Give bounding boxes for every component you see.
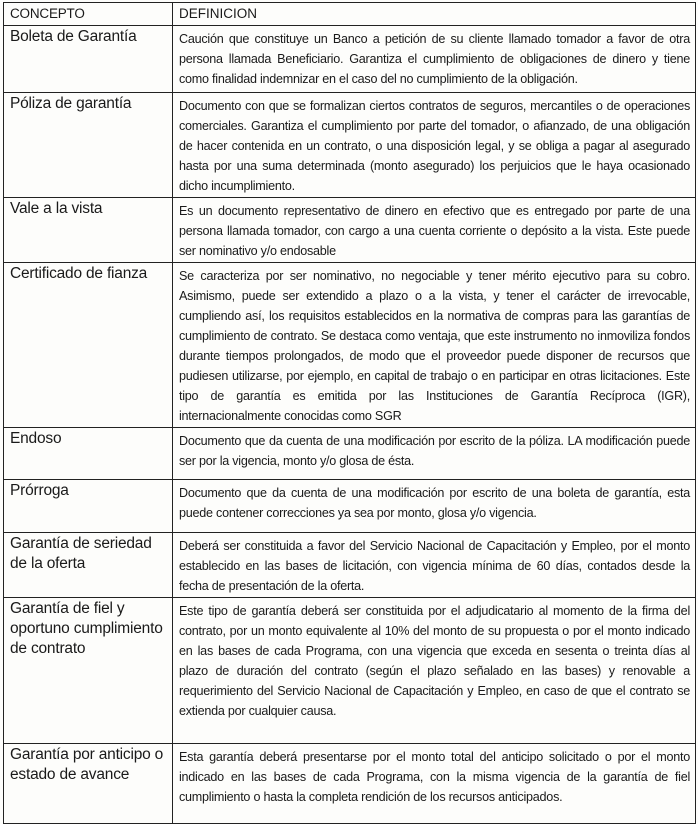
definition-cell: Documento con que se formalizan ciertos contratos de seguros, mercantiles o de operaciones comerciales. Garantiza el cumplimiento por parte del tomador, o afianzado, de una obligación de hacer contenida en un contrato, o una disposición legal, y se obliga a pagar al asegurado hasta por una suma determinada (monto asegurado) los perjuicios que le haya ocasionado dicho incumplimiento.: [173, 93, 696, 198]
concept-cell: Certificado de fianza: [4, 263, 173, 428]
concept-cell: Póliza de garantía: [4, 93, 173, 198]
table-row: [4, 480, 696, 533]
concept-cell: Endoso: [4, 428, 173, 480]
definition-cell: Documento que da cuenta de una modificación por escrito de una boleta de garantía, esta puede contener correcciones ya sea por monto, glosa y/o vigencia.: [173, 480, 696, 533]
concept-cell: Vale a la vista: [4, 198, 173, 263]
definition-cell: Caución que constituye un Banco a petición de su cliente llamado tomador a favor de otra persona llamada Beneficiario. Garantiza el cumplimiento de obligaciones de dinero y tiene como finalidad indemnizar en el caso del no cumplimiento de la obligación.: [173, 26, 696, 93]
concept-cell: Boleta de Garantía: [4, 26, 173, 93]
definition-cell: Esta garantía deberá presentarse por el monto total del anticipo solicitado o por el monto indicado en las bases de cada Programa, con la misma vigencia de la garantía de fiel cumplimiento o hasta la completa rendición de los recursos anticipados.: [173, 744, 696, 824]
table-row: [4, 428, 696, 480]
table-row: [4, 93, 696, 198]
table-row: [4, 744, 696, 824]
table-row: [4, 26, 696, 93]
table-row: [4, 263, 696, 428]
concept-cell: Garantía por anticipo o estado de avance: [4, 744, 173, 824]
definition-cell: Documento que da cuenta de una modificación por escrito de la póliza. LA modificación puede ser por la vigencia, monto y/o glosa de ésta.: [173, 428, 696, 480]
concept-definition-table: [3, 2, 696, 824]
table-row: [4, 198, 696, 263]
definition-cell: Es un documento representativo de dinero en efectivo que es entregado por parte de una persona llamada tomador, con cargo a una cuenta corriente o depósito a la vista. Este puede ser nominativo y/o endosable: [173, 198, 696, 263]
concept-cell: Garantía de seriedad de la oferta: [4, 533, 173, 598]
table-row: [4, 598, 696, 744]
definition-cell: Este tipo de garantía deberá ser constituida por el adjudicatario al momento de la firma del contrato, por un monto equivalente al 10% del monto de su propuesta o por el monto indicado en las bases de cada Programa, con una vigencia que exceda en sesenta o treinta días al plazo de duración del contrato (según el plazo señalado en las bases) y renovable a requerimiento del Servicio Nacional de Capacitación y Empleo, en caso de que el contrato se extienda por cualquier causa.: [173, 598, 696, 744]
table-row: [4, 533, 696, 598]
header-concepto: CONCEPTO: [4, 3, 173, 26]
concept-cell: Garantía de fiel y oportuno cumplimiento de contrato: [4, 598, 173, 744]
header-definicion: DEFINICION: [173, 3, 696, 26]
table-header-row: [4, 3, 696, 26]
concept-cell: Prórroga: [4, 480, 173, 533]
definition-cell: Se caracteriza por ser nominativo, no negociable y tener mérito ejecutivo para su cobro. Asimismo, puede ser extendido a plazo o a la vista, y tener el carácter de irrevocable, cumpliendo así, los requisitos establecidos en la normativa de compras para las garantías de cumplimiento de contrato. Se destaca como ventaja, que este instrumento no inmoviliza fondos durante tiempos prolongados, de modo que el proveedor puede disponer de recursos que pudiesen utilizarse, por ejemplo, en capital de trabajo o en participar en otras licitaciones. Este tipo de garantía es emitida por las Instituciones de Garantía Recíproca (IGR), internacionalmente conocidas como SGR: [173, 263, 696, 428]
definition-cell: Deberá ser constituida a favor del Servicio Nacional de Capacitación y Empleo, por el monto establecido en las bases de licitación, con vigencia mínima de 60 días, contados desde la fecha de presentación de la oferta.: [173, 533, 696, 598]
